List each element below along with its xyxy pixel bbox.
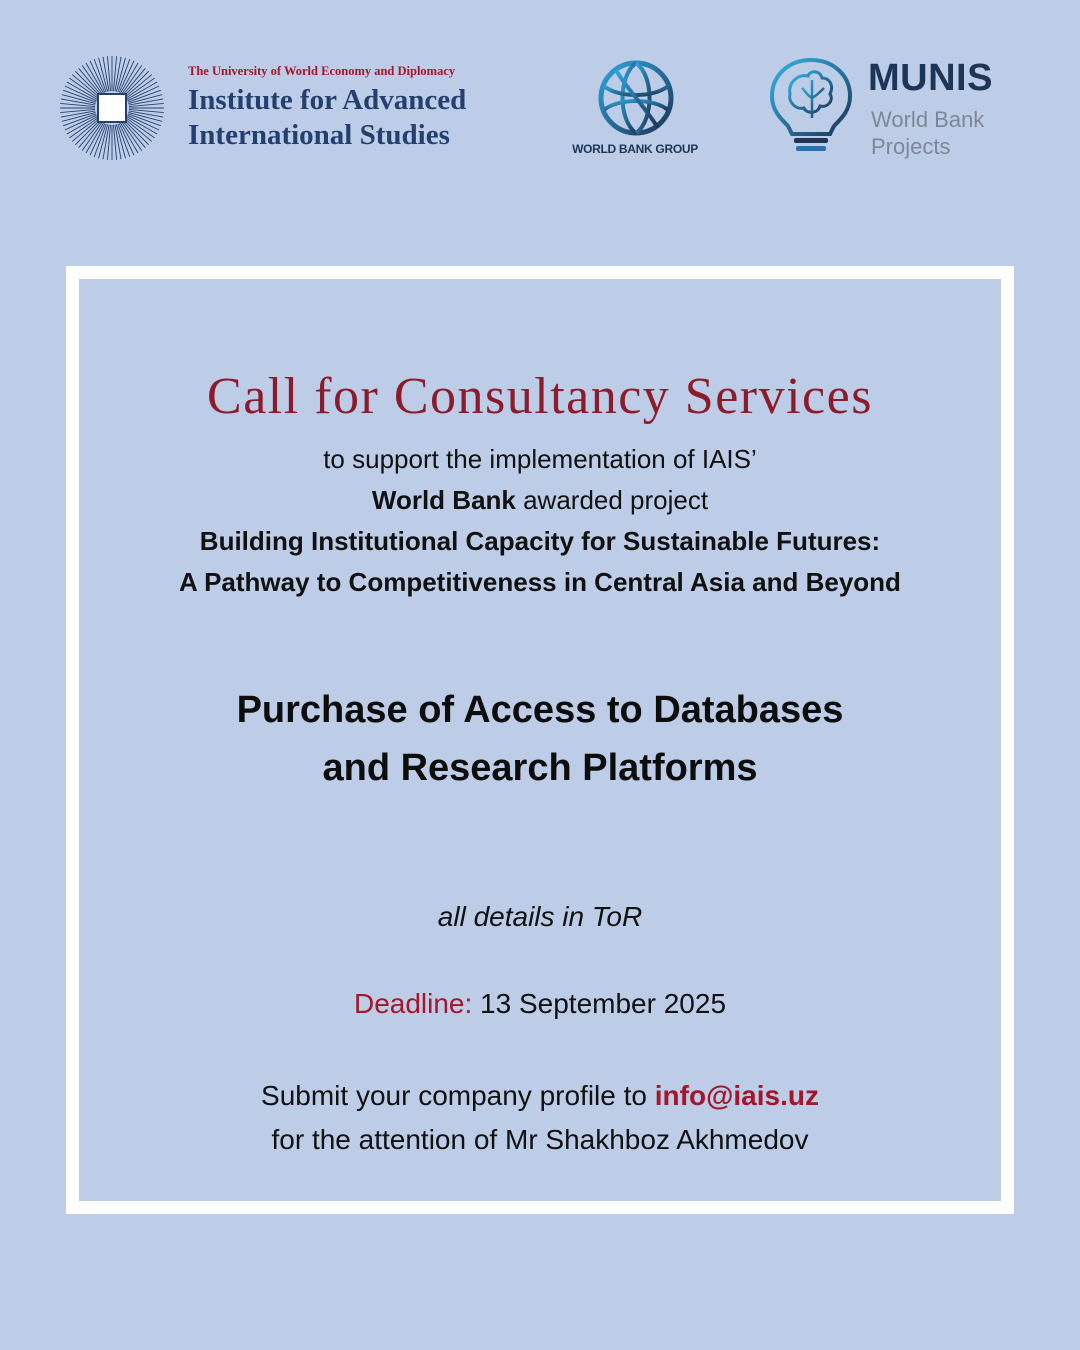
- intro-line2-rest: awarded project: [515, 485, 709, 515]
- project-title-line1: Building Institutional Capacity for Sustainable Futures:: [199, 526, 881, 556]
- deadline-value: 13 September 2025: [472, 988, 727, 1019]
- submit-line1: [79, 1074, 1001, 1118]
- munis-title: MUNIS: [868, 57, 993, 99]
- email-link[interactable]: info@iais.uz: [654, 1080, 819, 1111]
- intro-block: [79, 439, 1001, 603]
- headline: Call for Consultancy Services: [207, 368, 873, 425]
- subject-line1: Purchase of Access to Databases: [236, 689, 844, 731]
- deadline-label: Deadline:: [353, 988, 473, 1019]
- attention-line: for the attention of Mr Shakhboz Akhmedov: [271, 1124, 809, 1155]
- intro-bold-world-bank: World Bank: [371, 485, 516, 515]
- globe-icon: [596, 58, 676, 138]
- subject-line2: and Research Platforms: [322, 747, 758, 789]
- iais-institute-name-line1: Institute for Advanced: [188, 84, 467, 116]
- lightbulb-brain-icon: [768, 56, 854, 156]
- intro-line1: to support the implementation of IAIS’: [323, 444, 757, 474]
- project-title-line2: A Pathway to Competitiveness in Central Asia and Beyond: [179, 567, 901, 597]
- announcement-frame: [66, 266, 1014, 1214]
- world-bank-group-label: WORLD BANK GROUP: [572, 142, 698, 156]
- munis-subtitle: [871, 106, 984, 160]
- intro-line2: [79, 480, 1001, 521]
- munis-logo: [768, 56, 1028, 160]
- iais-sunburst-icon: [60, 56, 164, 160]
- world-bank-logo: [562, 58, 712, 162]
- announcement-panel: [79, 279, 1001, 1201]
- munis-subtitle-line2: Projects: [871, 134, 951, 159]
- submit-text: Submit your company profile to: [261, 1080, 655, 1111]
- iais-logo: [60, 56, 510, 162]
- munis-subtitle-line1: World Bank: [871, 107, 985, 132]
- iais-institute-name-line2: International Studies: [188, 119, 450, 151]
- details-note: all details in ToR: [437, 901, 643, 932]
- deadline: [79, 988, 1001, 1020]
- submission-info: [79, 1074, 1001, 1162]
- iais-university-name: The University of World Economy and Diplomacy: [188, 64, 456, 78]
- subject-title: [79, 681, 1001, 797]
